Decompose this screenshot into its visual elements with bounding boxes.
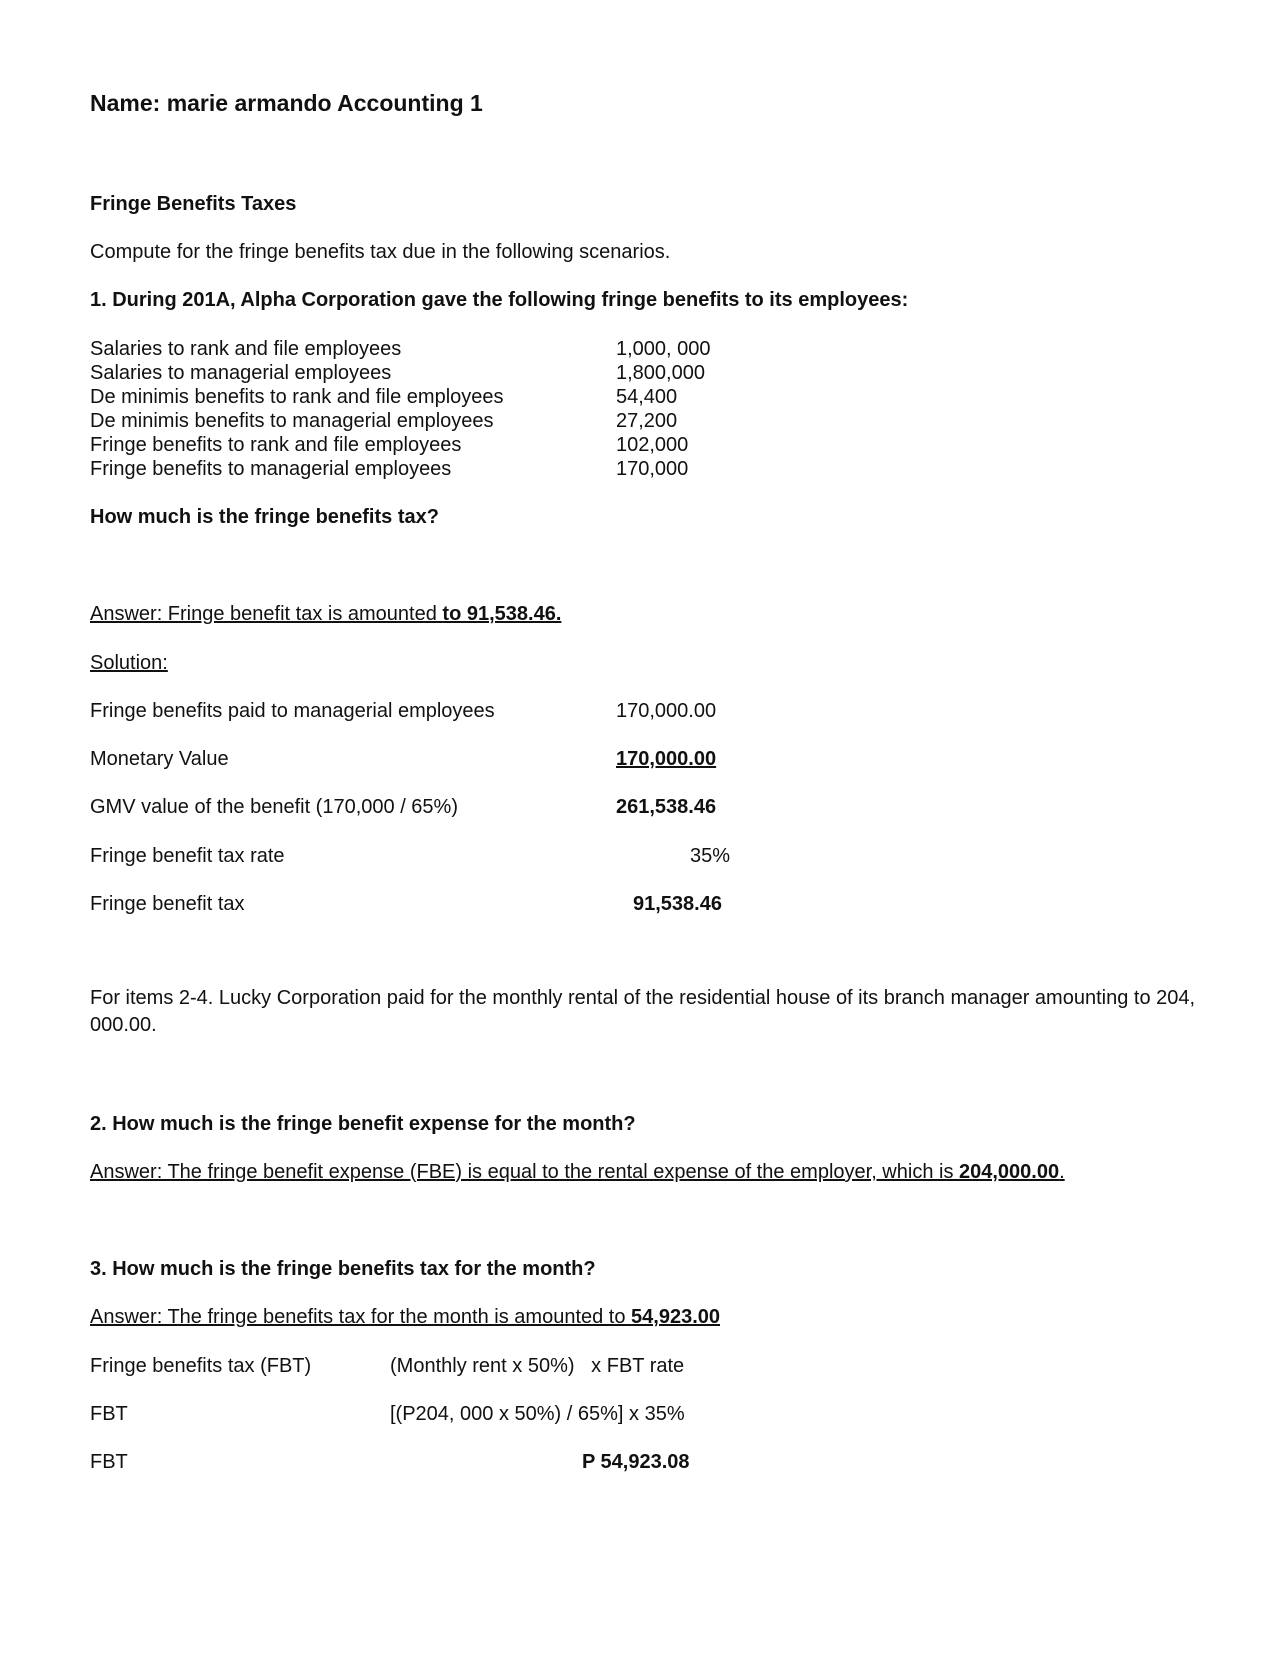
fbt-row-formula: (Monthly rent x 50%) x FBT rate [390,1355,685,1377]
solution-row-label: Fringe benefit tax rate [90,845,285,867]
item-value: 170,000 [616,458,689,480]
fbt-row-label: Fringe benefits tax (FBT) [90,1355,312,1377]
answer-value: 54,923.00 [631,1306,721,1328]
answer-text: Answer: Fringe benefit tax is amounted [90,603,443,625]
answer-value: to 91,538.46. [442,603,562,625]
item-label: Salaries to managerial employees [90,362,392,384]
item-label: Salaries to rank and file employees [90,338,402,360]
item-label: Fringe benefits to managerial employees [90,458,452,480]
item-value: 1,000, 000 [616,338,711,360]
items-2-4-intro: For items 2-4. Lucky Corporation paid for the monthly rental of the residential house of its branch manager amounting to 204, 000.00. [90,987,1196,1036]
fbt-row-result: P 54,923.08 [582,1451,690,1473]
question-3-answer [90,1306,720,1329]
solution-row-label: Fringe benefit tax [90,893,245,915]
item-label: Fringe benefits to rank and file employees [90,434,462,456]
question-3: 3. How much is the fringe benefits tax for the month? [90,1258,596,1280]
item-value: 1,800,000 [616,362,705,384]
solution-row-value: 170,000.00 [616,748,717,770]
section-title: Fringe Benefits Taxes [90,193,297,215]
solution-row-label: Fringe benefits paid to managerial employees [90,700,495,722]
question-2-answer [90,1161,1065,1184]
fbt-row-formula: [(P204, 000 x 50%) / 65%] x 35% [390,1403,685,1425]
item-value: 102,000 [616,434,689,456]
answer-value: 204,000.00 [959,1161,1060,1183]
solution-row-label: Monetary Value [90,748,229,770]
student-name-heading: Name: marie armando Accounting 1 [90,90,483,116]
solution-row-value: 170,000.00 [616,700,717,722]
item-label: De minimis benefits to managerial employees [90,410,494,432]
item-value: 54,400 [616,386,678,408]
solution-label: Solution: [90,652,168,674]
solution-row-value: 91,538.46 [633,893,722,915]
fbt-row-label: FBT [90,1403,128,1425]
answer-suffix: . [1059,1161,1065,1183]
instruction-text: Compute for the fringe benefits tax due in the following scenarios. [90,241,671,263]
question-1-ask: How much is the fringe benefits tax? [90,506,439,528]
question-1-prompt: 1. During 201A, Alpha Corporation gave the following fringe benefits to its employees: [90,289,909,311]
question-2: 2. How much is the fringe benefit expense for the month? [90,1113,636,1135]
item-value: 27,200 [616,410,678,432]
solution-row-label: GMV value of the benefit (170,000 / 65%) [90,796,458,818]
answer-text: Answer: The fringe benefits tax for the month is amounted to [90,1306,632,1328]
solution-row-value: 35% [690,845,731,867]
question-1-answer [90,603,561,626]
item-label: De minimis benefits to rank and file employees [90,386,504,408]
fbt-row-label: FBT [90,1451,128,1473]
solution-row-value: 261,538.46 [616,796,717,818]
answer-text: Answer: The fringe benefit expense (FBE) is equal to the rental expense of the employer, which is [90,1161,959,1183]
